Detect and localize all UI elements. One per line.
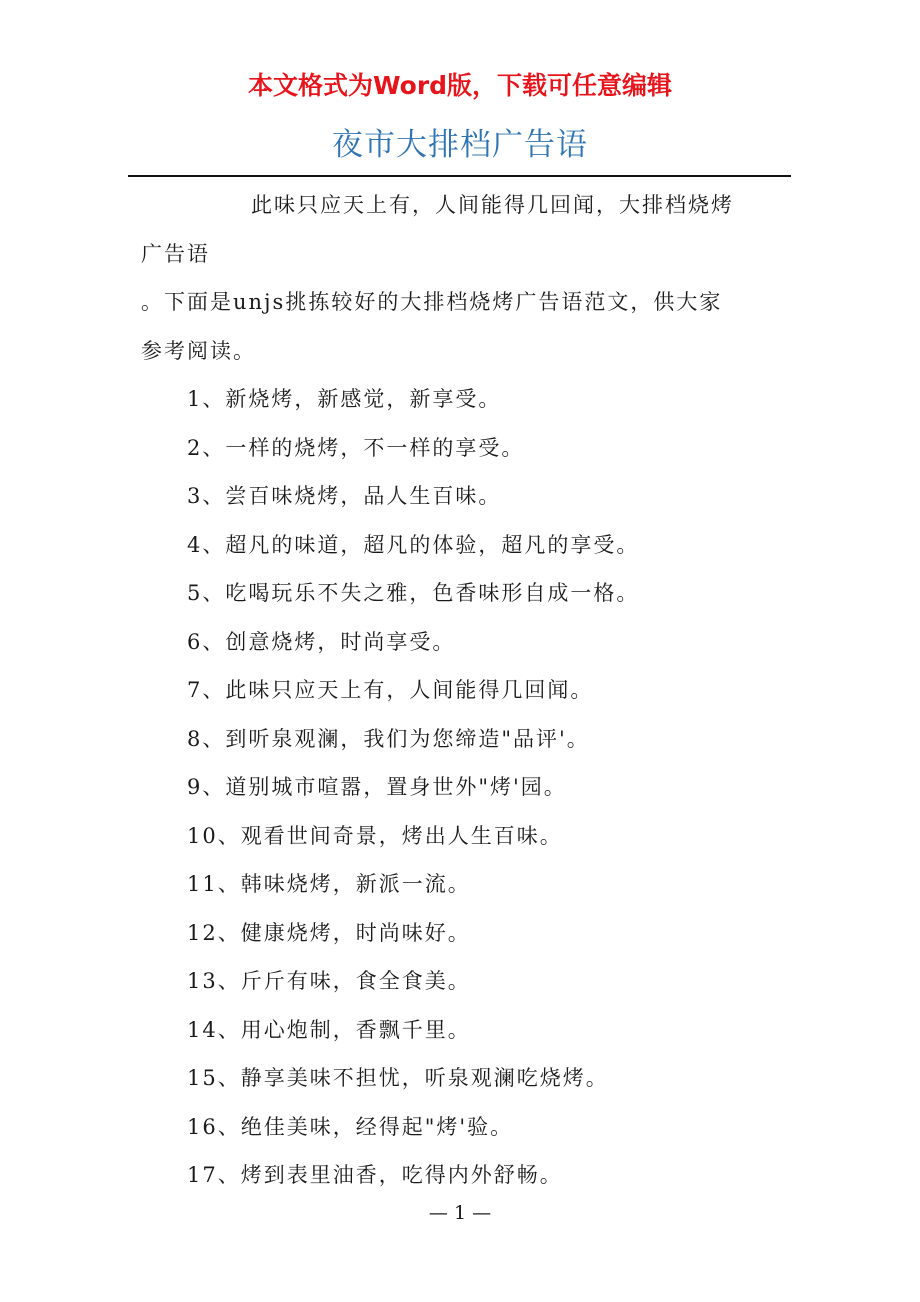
list-item: 5、吃喝玩乐不失之雅，色香味形自成一格。 — [187, 581, 640, 605]
list-item: 4、超凡的味道，超凡的体验，超凡的享受。 — [187, 532, 640, 557]
list-item: 13、斤斤有味，食全食美。 — [187, 969, 471, 993]
list-item: 11、韩味烧烤，新派一流。 — [187, 872, 471, 896]
list-item: 3、尝百味烧烤，品人生百味。 — [187, 484, 502, 508]
intro-line-3: 。下面是unjs挑拣较好的大排档烧烤广告语范文，供大家 — [141, 290, 723, 314]
document-body — [141, 181, 781, 1200]
slogan-list — [141, 375, 781, 1200]
list-item: 17、烤到表里油香，吃得内外舒畅。 — [187, 1163, 563, 1187]
page-title: 夜市大排档广告语 — [332, 127, 588, 163]
title-divider — [128, 175, 791, 177]
intro-line-2: 广告语 — [141, 241, 210, 266]
list-item: 14、用心炮制，香飘千里。 — [187, 1017, 471, 1042]
intro-line-1: 此味只应天上有，人间能得几回闻，大排档烧烤 — [251, 193, 734, 217]
intro-line-4: 参考阅读。 — [141, 338, 256, 363]
list-item: 10、观看世间奇景，烤出人生百味。 — [187, 823, 563, 848]
list-item: 1、新烧烤，新感觉，新享受。 — [187, 387, 502, 411]
list-item: 2、一样的烧烤，不一样的享受。 — [187, 435, 525, 460]
page-number: — 1 — — [428, 1202, 492, 1224]
format-banner: 本文格式为Word版，下载可任意编辑 — [247, 71, 673, 100]
list-item: 15、静享美味不担忧，听泉观澜吃烧烤。 — [187, 1066, 609, 1090]
list-item: 6、创意烧烤，时尚享受。 — [187, 629, 456, 654]
list-item: 9、道别城市喧嚣，置身世外"烤'园。 — [187, 775, 567, 799]
list-item: 12、健康烧烤，时尚味好。 — [187, 920, 471, 945]
list-item: 8、到听泉观澜，我们为您缔造"品评'。 — [187, 726, 590, 751]
list-item: 16、绝佳美味，经得起"烤'验。 — [187, 1114, 514, 1139]
list-item: 7、此味只应天上有，人间能得几回闻。 — [187, 678, 594, 702]
